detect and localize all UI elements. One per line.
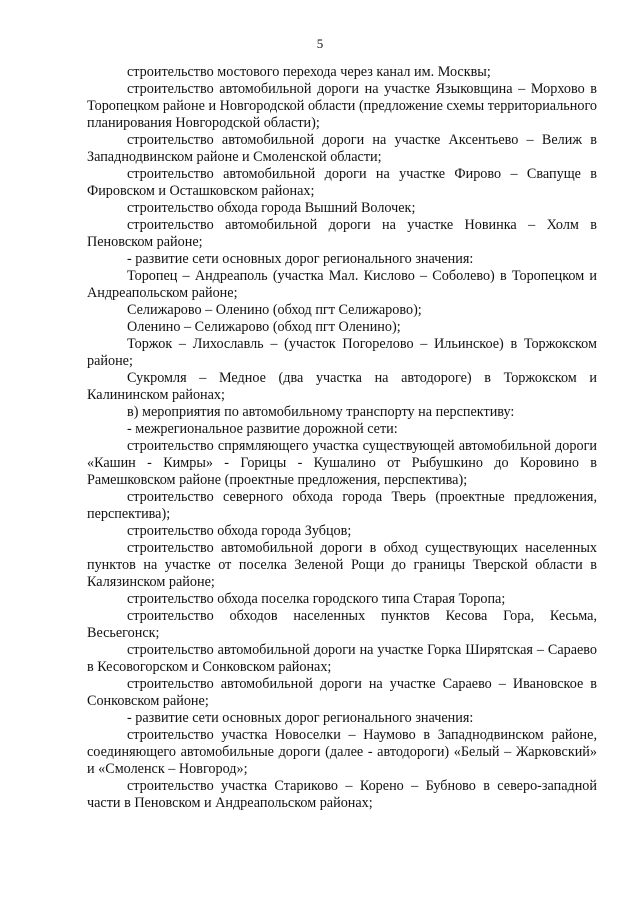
paragraph: Сукромля – Медное (два участка на автодороге) в Торжокском и Калининском районах; (87, 370, 597, 403)
paragraph: - развитие сети основных дорог регионального значения: (127, 251, 474, 267)
paragraph: строительство обходов населенных пунктов Кесова Гора, Кесьма, Весьегонск; (87, 608, 597, 641)
paragraph: Селижарово – Оленино (обход пгт Селижарово); (127, 302, 422, 318)
paragraph: - развитие сети основных дорог регионального значения: (127, 710, 474, 726)
paragraph: строительство участка Новоселки – Наумово в Западнодвинском районе, соединяющего автомобильные дороги (далее - автодороги) «Белый – Жарковский» и «Смоленск – Новгород»; (87, 727, 597, 777)
paragraph: в) мероприятия по автомобильному транспорту на перспективу: (127, 404, 515, 420)
paragraph: строительство автомобильной дороги на участке Сараево – Ивановское в Сонковском районе; (87, 676, 597, 709)
paragraph: строительство автомобильной дороги на участке Фирово – Свапуще в Фировском и Осташковском районах; (87, 166, 597, 199)
paragraph: Торопец – Андреаполь (участка Мал. Кислово – Соболево) в Торопецком и Андреапольском районе; (87, 268, 597, 301)
paragraph: строительство мостового перехода через канал им. Москвы; (127, 64, 491, 80)
paragraph: строительство обхода поселка городского типа Старая Торопа; (127, 591, 506, 607)
paragraph: строительство автомобильной дороги на участке Новинка – Холм в Пеновском районе; (87, 217, 597, 250)
paragraph: строительство обхода города Зубцов; (127, 523, 352, 539)
paragraph: строительство спрямляющего участка существующей автомобильной дороги «Кашин - Кимры» - Горицы - Кушалино от Рыбушкино до Коровино в Рамешковском районе (проектные предложения, перспектива); (87, 438, 597, 488)
paragraph: строительство автомобильной дороги на участке Языковщина – Морхово в Торопецком районе и Новгородской области (предложение схемы территориального планирования Новгородской области); (87, 81, 597, 131)
document-body (87, 64, 597, 812)
paragraph: строительство участка Стариково – Корено – Бубново в северо-западной части в Пеновском и Андреапольском районах; (87, 778, 597, 811)
paragraph: строительство автомобильной дороги в обход существующих населенных пунктов на участке от поселка Зеленой Рощи до границы Тверской области в Калязинском районе; (87, 540, 597, 590)
paragraph: строительство автомобильной дороги на участке Горка Ширятская – Сараево в Кесовогорском и Сонковском районах; (87, 642, 597, 675)
page-number: 5 (316, 36, 324, 51)
paragraph: строительство автомобильной дороги на участке Аксентьево – Велиж в Западнодвинском районе и Смоленской области; (87, 132, 597, 165)
paragraph: - межрегиональное развитие дорожной сети: (127, 421, 398, 437)
paragraph: Торжок – Лихославль – (участок Погорелово – Ильинское) в Торжокском районе; (87, 336, 597, 369)
paragraph: строительство северного обхода города Тверь (проектные предложения, перспектива); (87, 489, 597, 522)
paragraph: строительство обхода города Вышний Волочек; (127, 200, 416, 216)
paragraph: Оленино – Селижарово (обход пгт Оленино); (127, 319, 401, 335)
